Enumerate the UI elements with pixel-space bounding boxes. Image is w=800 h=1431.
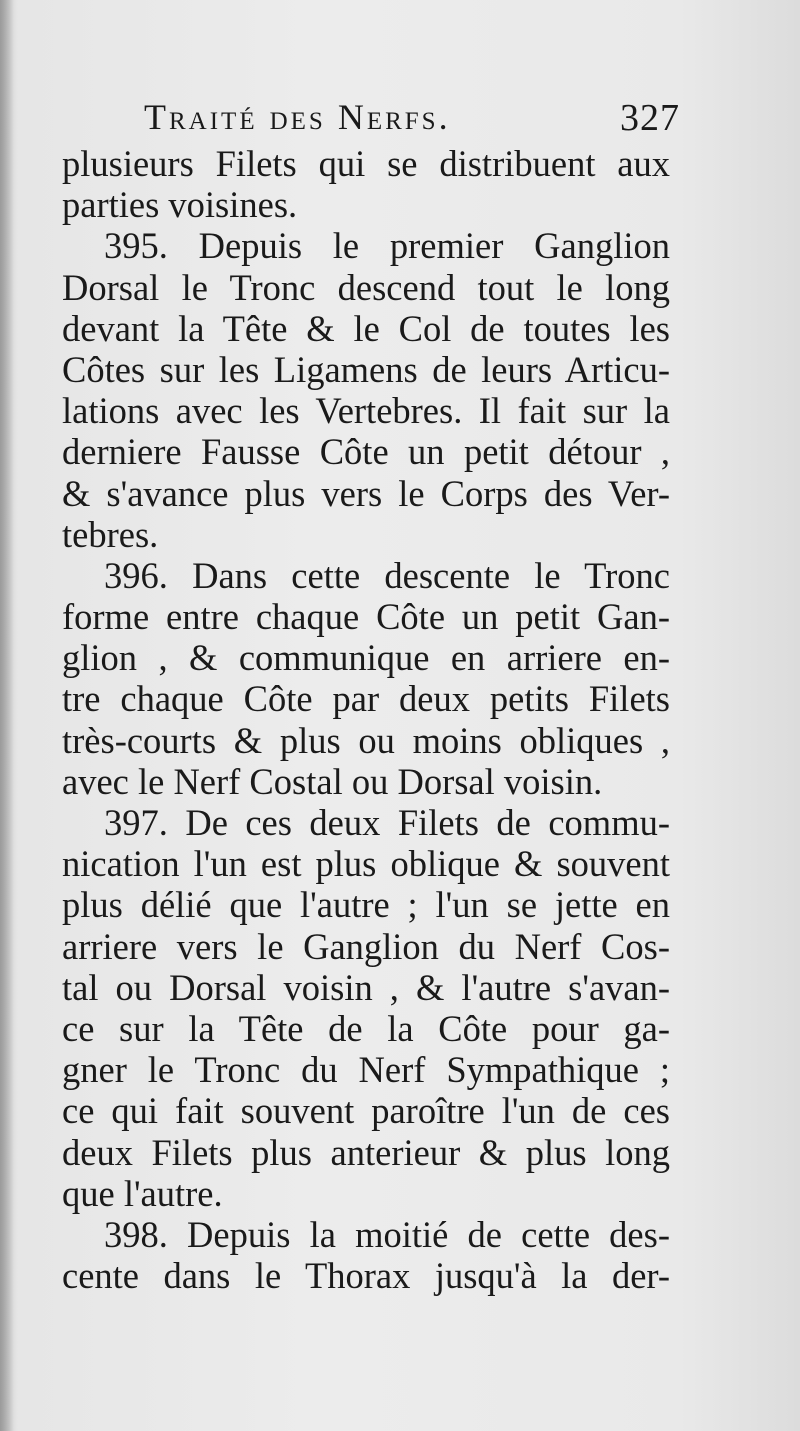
text-line: derniere Fausse Côte un petit détour ,: [62, 431, 670, 473]
text-line: parties voisines.: [62, 184, 298, 226]
text-line: arriere vers le Ganglion du Nerf Cos-: [62, 925, 670, 967]
text-line: lations avec les Vertebres. Il fait sur la: [62, 390, 670, 432]
text-line: avec le Nerf Costal ou Dorsal voisin.: [62, 760, 603, 802]
text-line: 396. Dans cette descente le Tronc: [104, 554, 670, 596]
text-line: tre chaque Côte par deux petits Filets: [62, 678, 670, 720]
text-line: 395. Depuis le premier Ganglion: [104, 225, 670, 267]
text-line: glion , & communique en arriere en-: [62, 637, 670, 679]
page-header: [120, 96, 680, 148]
text-line: 397. De ces deux Filets de commu-: [104, 802, 670, 843]
text-line: ce qui fait souvent paroître l'un de ces: [62, 1090, 670, 1132]
text-line: gner le Tronc du Nerf Sympathique ;: [62, 1049, 670, 1091]
text-line: deux Filets plus anterieur & plus long: [62, 1131, 670, 1173]
text-line: & s'avance plus vers le Corps des Ver-: [62, 472, 670, 514]
text-line: tal ou Dorsal voisin , & l'autre s'avan-: [62, 966, 670, 1008]
text-line: nication l'un est plus oblique & souvent: [62, 843, 670, 885]
text-line: cente dans le Thorax jusqu'à la der-: [62, 1255, 670, 1297]
text-line: 398. Depuis la moitié de cette des-: [104, 1213, 670, 1255]
text-line: que l'autre.: [62, 1172, 223, 1214]
gutter-shadow: [0, 0, 14, 1431]
text-line: plus délié que l'autre ; l'un se jette en: [62, 884, 670, 926]
text-line: Côtes sur les Ligamens de leurs Articu-: [62, 348, 670, 390]
text-line: ce sur la Tête de la Côte pour ga-: [62, 1007, 670, 1049]
running-title: Traité des Nerfs.: [144, 97, 451, 137]
text-line: très-courts & plus ou moins obliques ,: [62, 719, 670, 761]
body-text: [62, 143, 670, 1296]
text-line: forme entre chaque Côte un petit Gan-: [62, 596, 670, 638]
text-line: plusieurs Filets qui se distribuent aux: [62, 143, 670, 184]
text-line: devant la Tête & le Col de toutes les: [62, 307, 670, 349]
text-line: Dorsal le Tronc descend tout le long: [62, 266, 670, 308]
page-number: 327: [620, 97, 680, 139]
text-line: tebres.: [62, 513, 159, 555]
